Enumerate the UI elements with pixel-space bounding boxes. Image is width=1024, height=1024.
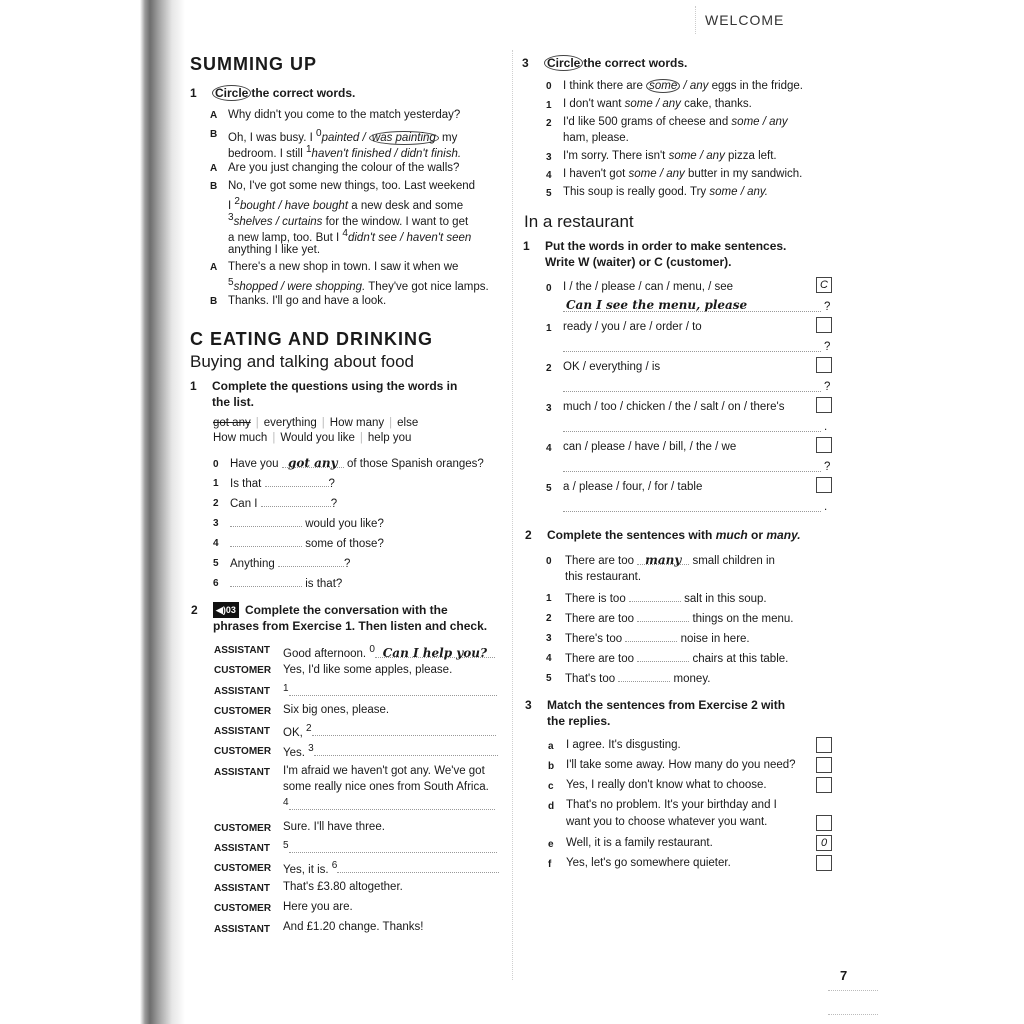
text-fragment: 5 (283, 840, 289, 851)
text-fragment: got any (213, 417, 251, 429)
question-4[interactable] (230, 534, 384, 552)
text-fragment: Yes, it is. (283, 863, 332, 876)
circled-answer: was painting (369, 131, 439, 145)
text-fragment: ? (824, 381, 831, 393)
text-fragment: some / any (731, 116, 788, 128)
text-fragment: d (548, 801, 555, 812)
text-fragment: Oh, I was busy. I (228, 131, 316, 144)
dialogue-gap-2[interactable] (283, 721, 496, 741)
text-fragment: 1 (305, 144, 312, 155)
text-fragment: chairs at this table. (692, 653, 789, 665)
text-fragment: 1 (523, 239, 530, 253)
match-box-f[interactable] (816, 855, 832, 871)
text-fragment: some / any (628, 168, 685, 180)
text-fragment: 4 (546, 170, 552, 181)
text-fragment: Can I see the menu, please (566, 298, 748, 312)
text-fragment: OK, (283, 726, 307, 739)
text-fragment: 2 (525, 528, 532, 542)
text-fragment: Why didn't you come to the match yesterday? (228, 109, 461, 121)
text-fragment[interactable] (565, 609, 793, 627)
answer-box-2[interactable] (816, 357, 832, 373)
text-fragment: ASSISTANT (214, 767, 270, 778)
text-fragment: phrases from Exercise 1. Then listen and check. (213, 619, 488, 633)
text-fragment: How many (329, 417, 385, 429)
text-fragment (283, 642, 495, 662)
text-fragment: Can I help you? (375, 645, 495, 658)
text-fragment: How much (213, 432, 268, 444)
text-fragment: CUSTOMER (214, 823, 272, 834)
text-fragment: Have you (230, 458, 279, 470)
text-fragment: 5 (213, 558, 219, 569)
restaurant-ex2-instruction (525, 527, 801, 543)
text-fragment: can / please / have / bill, / the / we (563, 441, 737, 453)
text-fragment: ASSISTANT (214, 686, 270, 697)
text-fragment: f (548, 859, 552, 870)
section-c-subtitle: Buying and talking about food (190, 352, 415, 371)
text-fragment: the correct words. (251, 86, 356, 100)
exercise-c2-instruction (191, 602, 488, 634)
text-fragment: / any (680, 80, 709, 92)
answer-line-1[interactable] (563, 351, 821, 352)
text-fragment: 1 (546, 593, 552, 604)
text-fragment: cake, thanks. (680, 98, 752, 110)
text-fragment: | (389, 417, 393, 429)
text-fragment: 4 (213, 538, 219, 549)
text-fragment: 3 (522, 56, 529, 70)
text-fragment: Complete the sentences with (547, 528, 716, 542)
text-fragment: There are too (565, 653, 635, 665)
circle-word: Circle (212, 85, 251, 101)
text-fragment: Yes, I really don't know what to choose. (566, 779, 767, 791)
header-rule (695, 6, 696, 34)
text-fragment: b (548, 761, 555, 772)
text-fragment: A (210, 110, 218, 121)
text-fragment: Yes. (283, 746, 309, 759)
word-list-row-2 (213, 430, 411, 446)
book-spine-shadow (0, 0, 200, 1024)
answer-box-5[interactable] (816, 477, 832, 493)
text-fragment (563, 78, 803, 94)
text-fragment: ready / you / are / order / to (563, 321, 702, 333)
exercise-number: 1 (190, 86, 197, 100)
text-fragment: I don't want (563, 98, 625, 110)
question-5[interactable] (230, 554, 350, 572)
dialogue-gap-6[interactable] (283, 858, 499, 878)
text-fragment (312, 723, 496, 736)
text-fragment[interactable] (565, 629, 750, 647)
text-fragment: got any (282, 455, 344, 468)
text-fragment (625, 629, 677, 642)
text-fragment: I think there are (563, 80, 647, 92)
text-fragment: There's too (565, 633, 623, 645)
text-fragment: I (228, 199, 235, 212)
text-fragment: A (210, 163, 218, 174)
text-fragment: They've got nice lamps. (365, 280, 489, 293)
text-fragment: Yes, I'd like some apples, please. (283, 664, 453, 676)
page-number-rule-bottom (828, 1014, 878, 1015)
question-6[interactable] (230, 574, 342, 592)
text-fragment: this restaurant. (565, 571, 642, 583)
text-fragment: Six big ones, please. (283, 704, 390, 716)
text-fragment: Sure. I'll have three. (283, 821, 385, 833)
text-fragment: 6 (213, 578, 219, 589)
text-fragment: much (715, 528, 748, 542)
text-fragment: Complete the questions using the words in (212, 379, 458, 393)
text-fragment (289, 797, 495, 810)
text-fragment: Circle (544, 55, 583, 71)
text-fragment: Would you like (280, 432, 355, 444)
text-fragment: 0 (213, 459, 219, 470)
text-fragment: B (210, 129, 218, 140)
text-fragment (314, 743, 498, 756)
dialogue-gap-3[interactable] (283, 741, 498, 761)
text-fragment: 3 (546, 403, 552, 414)
text-fragment: things on the menu. (692, 613, 794, 625)
exercise-1-instruction (190, 85, 356, 101)
word-list-row-1 (213, 415, 418, 431)
text-fragment: shopped / were shopping. (233, 280, 366, 293)
text-fragment (230, 534, 302, 547)
text-fragment: the correct words. (583, 56, 688, 70)
text-fragment: 5 (228, 277, 234, 288)
text-fragment: 03 (225, 605, 236, 615)
text-fragment: That's too (565, 673, 616, 685)
text-fragment: CUSTOMER (214, 706, 272, 717)
text-fragment (213, 602, 487, 618)
text-fragment: money. (673, 673, 711, 685)
section-c-title: C EATING AND DRINKING (190, 329, 433, 349)
text-fragment: 2 (191, 603, 198, 617)
text-fragment: I haven't got (563, 168, 629, 180)
text-fragment: 2 (234, 196, 240, 207)
text-fragment (265, 474, 329, 487)
text-fragment: | (321, 417, 325, 429)
text-fragment: some / any (668, 150, 725, 162)
answer-box-0[interactable]: C (816, 277, 832, 293)
match-box-c[interactable] (816, 777, 832, 793)
text-fragment: Match the sentences from Exercise 2 with (547, 698, 786, 712)
text-fragment: 1 (190, 379, 197, 393)
answer-line-5[interactable] (563, 511, 821, 512)
text-fragment: There's a new shop in town. I saw it when we (228, 261, 459, 273)
text-fragment[interactable] (563, 96, 752, 112)
text-fragment: 1 (546, 100, 552, 111)
text-fragment (637, 609, 689, 622)
text-fragment (230, 574, 302, 587)
text-fragment: c (548, 781, 554, 792)
text-fragment: 3 (546, 152, 552, 163)
text-fragment: ? (328, 478, 335, 490)
column-divider (512, 50, 513, 980)
text-fragment: OK / everything / is (563, 361, 661, 373)
text-fragment: help you (367, 432, 412, 444)
text-fragment: some of those? (305, 538, 384, 550)
text-fragment: shelves / curtains (233, 215, 323, 228)
text-fragment: salt in this soup. (684, 593, 767, 605)
text-fragment[interactable] (563, 114, 788, 130)
text-fragment: Is that (230, 478, 262, 490)
text-fragment: is that? (305, 578, 343, 590)
text-fragment: I'd like 500 grams of cheese and (563, 116, 732, 128)
text-fragment: ham, please. (563, 132, 629, 144)
summing-up-title: SUMMING UP (190, 54, 317, 74)
text-fragment: 2 (213, 498, 219, 509)
text-fragment: much / too / chicken / the / salt / on / there's (563, 401, 785, 413)
text-fragment: 3 (228, 212, 234, 223)
text-fragment: haven't finished / didn't finish. (311, 147, 462, 160)
text-fragment[interactable] (563, 148, 777, 164)
dialogue-gap-1[interactable] (283, 681, 497, 701)
text-fragment: 0 (316, 128, 322, 139)
text-fragment: 0 (546, 556, 552, 567)
text-fragment: for the window. I want to get (322, 215, 469, 228)
text-fragment: Are you just changing the colour of the walls? (228, 162, 460, 174)
exercise-3-instruction (522, 55, 688, 71)
text-fragment: There are too (565, 555, 635, 567)
text-fragment: 2 (306, 723, 312, 734)
text-fragment: many (637, 552, 689, 565)
text-fragment: ASSISTANT (214, 843, 270, 854)
text-fragment: ? (343, 558, 351, 570)
text-fragment: I'm sorry. There isn't (563, 150, 669, 162)
dialogue-gap-5[interactable] (283, 838, 497, 858)
text-fragment: want you to choose whatever you want. (566, 816, 768, 828)
text-fragment: Put the words in order to make sentences. (545, 239, 787, 253)
text-fragment (289, 840, 497, 853)
text-fragment: 1 (283, 683, 289, 694)
text-fragment: else (397, 417, 419, 429)
text-fragment (637, 649, 689, 662)
text-fragment: everything (263, 417, 317, 429)
match-box-d[interactable] (816, 815, 832, 831)
text-fragment: some / any (624, 98, 681, 110)
text-fragment: 2 (546, 363, 552, 374)
text-fragment: a new desk and some (348, 199, 464, 212)
restaurant-ex3-instruction (525, 697, 786, 729)
text-fragment: ASSISTANT (214, 726, 270, 737)
text-fragment: 4 (546, 653, 552, 664)
text-fragment: 2 (546, 118, 552, 129)
text-fragment: pizza left. (724, 150, 777, 162)
audio-track-icon[interactable]: ◀)03 (213, 602, 239, 618)
text-fragment: . (824, 501, 828, 513)
text-fragment: 5 (546, 673, 552, 684)
answer-box-4[interactable] (816, 437, 832, 453)
gap-5[interactable] (228, 275, 489, 295)
text-fragment: Good afternoon. (283, 647, 370, 660)
text-fragment: B (210, 296, 218, 307)
text-fragment: noise in here. (680, 633, 750, 645)
answer-line-2[interactable] (563, 391, 821, 392)
text-fragment: | (359, 432, 363, 444)
text-fragment: | (272, 432, 276, 444)
text-fragment: many. (766, 528, 801, 542)
text-fragment: 5 (546, 483, 552, 494)
text-fragment: Thanks. I'll go and have a look. (228, 295, 387, 307)
gap-1[interactable] (228, 142, 461, 162)
text-fragment (618, 669, 670, 682)
text-fragment: some really nice ones from South Africa. (283, 781, 489, 793)
text-fragment: some (646, 79, 680, 93)
text-fragment: 0 (546, 81, 552, 92)
text-fragment: a new lamp, too. But I (228, 231, 343, 244)
text-fragment: 2 (546, 613, 552, 624)
text-fragment: 3 (525, 698, 532, 712)
text-fragment: | (255, 417, 259, 429)
text-fragment: And £1.20 change. Thanks! (283, 921, 424, 933)
answer-line-4[interactable] (563, 471, 821, 472)
text-fragment: ? (330, 498, 338, 510)
question-3[interactable] (230, 514, 384, 532)
text-fragment: Yes, let's go somewhere quieter. (566, 857, 731, 869)
text-fragment: Can I (230, 498, 258, 510)
answer-box-3[interactable] (816, 397, 832, 413)
restaurant-subtitle: In a restaurant (524, 212, 634, 231)
text-fragment: 4 (283, 797, 289, 808)
text-fragment (629, 589, 681, 602)
text-fragment: 0 (369, 644, 375, 655)
question-1[interactable] (230, 474, 335, 492)
text-fragment[interactable] (565, 669, 710, 687)
text-fragment: a (548, 741, 554, 752)
text-fragment: 3 (546, 633, 552, 644)
text-fragment: Here you are. (283, 901, 353, 913)
text-fragment: e (548, 839, 554, 850)
text-fragment: There is too (565, 593, 626, 605)
text-fragment: the list. (212, 395, 255, 409)
text-fragment: butter in my sandwich. (684, 168, 803, 180)
text-fragment[interactable] (565, 589, 767, 607)
text-fragment: CUSTOMER (214, 665, 272, 676)
match-box-e[interactable]: 0 (816, 835, 832, 851)
text-fragment: ? (824, 341, 831, 353)
text-fragment (230, 514, 302, 527)
text-fragment: I'm afraid we haven't got any. We've got (283, 765, 485, 777)
text-fragment: bedroom. I still (228, 147, 306, 160)
text-fragment: ASSISTANT (214, 883, 270, 894)
question-0 (230, 455, 484, 472)
running-header: WELCOME (705, 12, 785, 28)
text-fragment: the replies. (547, 714, 611, 728)
text-fragment: 5 (546, 188, 552, 199)
text-fragment: eggs in the fridge. (708, 80, 803, 92)
text-fragment (565, 552, 775, 569)
text-fragment: would you like? (305, 518, 384, 530)
answer-line-3[interactable] (563, 431, 821, 432)
text-fragment: or (747, 528, 767, 542)
dialogue-gap-4[interactable] (283, 795, 495, 815)
text-fragment: bought / have bought (239, 199, 349, 212)
text-fragment: Well, it is a family restaurant. (566, 837, 713, 849)
text-fragment: painted / (321, 131, 369, 144)
page-number-rule-top (828, 990, 878, 991)
text-fragment: didn't see / haven't seen (347, 231, 472, 244)
text-fragment: ? (824, 301, 831, 313)
page-number: 7 (840, 968, 848, 983)
text-fragment: some / any. (709, 186, 768, 198)
text-fragment: of those Spanish oranges? (347, 458, 484, 470)
text-fragment: 3 (213, 518, 219, 529)
text-fragment: There are too (565, 613, 635, 625)
text-fragment (563, 311, 821, 312)
text-fragment: a / please / four, / for / table (563, 481, 703, 493)
text-fragment: 1 (546, 323, 552, 334)
text-fragment: I'll take some away. How many do you need? (566, 759, 796, 771)
answer-box-1[interactable] (816, 317, 832, 333)
text-fragment (289, 683, 497, 696)
text-fragment: 4 (342, 228, 348, 239)
text-fragment: I / the / please / can / menu, / see (563, 281, 734, 293)
exercise-c1-instruction (190, 378, 458, 410)
text-fragment (261, 494, 331, 507)
text-fragment (337, 860, 499, 873)
text-fragment: ? (824, 461, 831, 473)
text-fragment: CUSTOMER (214, 746, 272, 757)
text-fragment: That's £3.80 altogether. (283, 881, 403, 893)
text-fragment: Complete the conversation with the (244, 603, 448, 617)
text-fragment[interactable] (565, 649, 788, 667)
text-fragment: 6 (331, 860, 338, 871)
text-fragment (278, 554, 344, 567)
text-fragment: A (210, 262, 218, 273)
match-box-a[interactable] (816, 737, 832, 753)
text-fragment: That's no problem. It's your birthday and I (566, 799, 777, 811)
text-fragment: 0 (546, 283, 552, 294)
text-fragment: No, I've got some new things, too. Last weekend (228, 180, 476, 192)
text-fragment: . (824, 421, 828, 433)
text-fragment: 3 (308, 743, 314, 754)
text-fragment: CUSTOMER (214, 903, 272, 914)
restaurant-ex1-instruction (523, 238, 787, 270)
text-fragment: ASSISTANT (214, 924, 270, 935)
question-2[interactable] (230, 494, 337, 512)
text-fragment: I agree. It's disgusting. (566, 739, 681, 751)
text-fragment: ASSISTANT (214, 645, 270, 656)
text-fragment: B (210, 181, 218, 192)
text-fragment: This soup is really good. Try (563, 186, 710, 198)
text-fragment: anything I like yet. (228, 244, 321, 256)
text-fragment: Write W (waiter) or C (customer). (545, 255, 732, 269)
text-fragment[interactable] (563, 184, 768, 200)
text-fragment: 1 (213, 478, 219, 489)
text-fragment: 4 (546, 443, 552, 454)
text-fragment[interactable] (563, 166, 802, 182)
text-fragment: Anything (230, 558, 275, 570)
text-fragment: small children in (692, 555, 775, 567)
text-fragment: my (438, 131, 458, 144)
match-box-b[interactable] (816, 757, 832, 773)
text-fragment: CUSTOMER (214, 863, 272, 874)
